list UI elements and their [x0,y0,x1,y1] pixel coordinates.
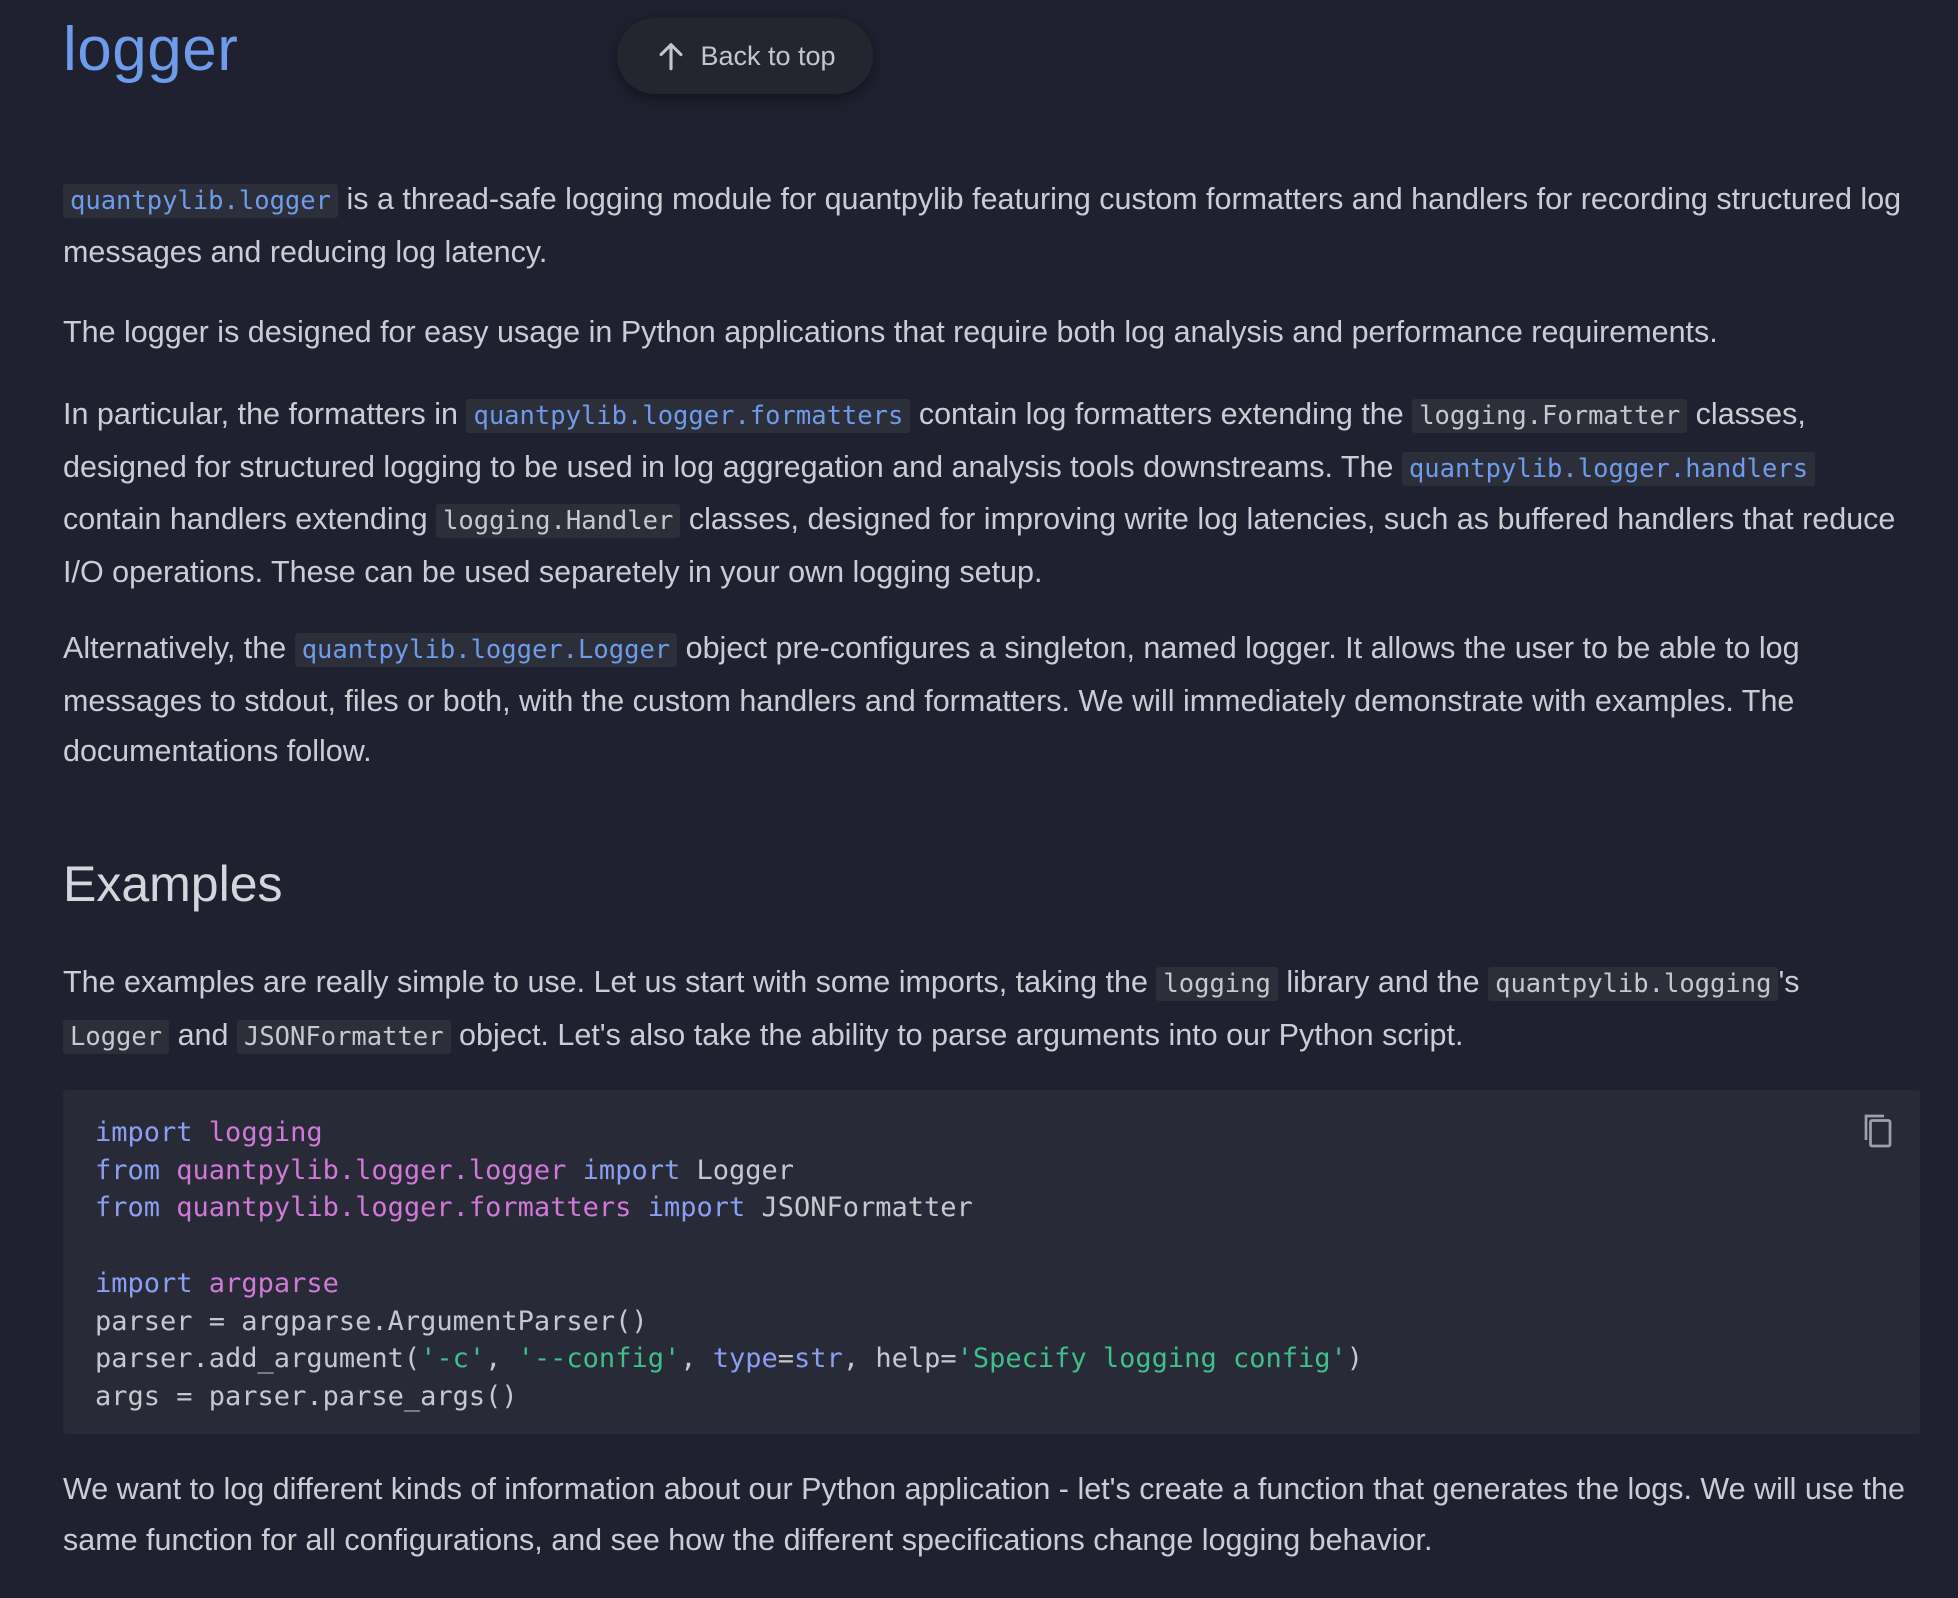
intro-paragraph-3 [63,389,1913,597]
intro-paragraph-2-text: The logger is designed for easy usage in Python applications that require both log analysis and performance requirements. [63,315,1718,349]
code-line: import argparse [95,1267,339,1299]
code-line: args = parser.parse_args() [95,1380,518,1412]
code-block[interactable] [63,1090,1920,1434]
intro-paragraph-3-text-5: classes, designed for improving write log latencies, such as buffered handlers that reduce I/O operations. These can be used separetely in your own logging setup. [63,502,1896,589]
copy-icon [1860,1111,1896,1151]
intro-paragraph-3-text-2: contain log formatters extending the [910,397,1413,431]
intro-paragraph-3-text-1: In particular, the formatters in [63,397,467,431]
examples-paragraph-1 [63,957,1913,1062]
link-quantpylib-logger[interactable]: quantpylib.logger [63,184,338,218]
code-line: parser = argparse.ArgumentParser() [95,1305,648,1337]
intro-paragraph-1 [63,174,1913,277]
examples-paragraph-1-text-3: 's [1778,965,1800,999]
examples-paragraph-2 [63,1464,1913,1565]
page-title: logger [63,15,239,84]
code-line: from quantpylib.logger.formatters import JSONFormatter [95,1192,973,1224]
code-line: from quantpylib.logger.logger import Logger [95,1154,795,1186]
examples-paragraph-2-text: We want to log different kinds of information about our Python application - let's create a function that generates the logs. We will use the same function for all configurations, and see how the different specifications change logging behavior. [63,1472,1905,1557]
code-content[interactable] [95,1114,1888,1416]
intro-paragraph-3-text-3: classes, designed for structured logging to be used in log aggregation and analysis tools downstreams. The [63,397,1806,484]
code-logger: Logger [63,1020,169,1054]
link-logger-formatters[interactable]: quantpylib.logger.formatters [466,399,910,433]
code-logging-handler: logging.Handler [436,504,680,538]
code-jsonformatter: JSONFormatter [237,1020,451,1054]
code-logging-formatter: logging.Formatter [1412,399,1687,433]
copy-code-button[interactable] [1858,1110,1898,1154]
link-logger-handlers[interactable]: quantpylib.logger.handlers [1402,452,1815,486]
back-to-top-label: Back to top [700,40,836,71]
code-line: import logging [95,1117,323,1148]
back-to-top-button[interactable] [617,18,873,94]
intro-paragraph-4-text-1: Alternatively, the [63,631,295,665]
examples-paragraph-1-text-2: library and the [1277,965,1489,999]
code-logging: logging [1156,967,1277,1001]
code-line: parser.add_argument('-c', '--config', type=str, help='Specify logging config') [95,1343,1364,1375]
intro-paragraph-4 [63,623,1913,777]
link-logger-class[interactable]: quantpylib.logger.Logger [295,633,677,667]
examples-paragraph-1-text-4: and [169,1017,237,1052]
intro-paragraph-3-text-4: contain handlers extending [63,502,437,536]
intro-paragraph-2 [63,307,1913,358]
intro-paragraph-4-text-2: object pre-configures a singleton, named logger. It allows the user to be able to log messages to stdout, files or both, with the custom handlers and formatters. We will immediately demonstrate with examples. The documentations follow. [63,631,1800,768]
examples-paragraph-1-text-5: object. Let's also take the ability to parse arguments into our Python script. [450,1017,1464,1052]
intro-paragraph-1-text: is a thread-safe logging module for quantpylib featuring custom formatters and handlers for recording structured log messages and reducing log latency. [63,182,1902,269]
examples-heading: Examples [63,856,283,912]
code-quantpylib-logging: quantpylib.logging [1488,967,1778,1001]
arrow-up-icon [654,39,688,73]
examples-paragraph-1-text-1: The examples are really simple to use. Let us start with some imports, taking the [63,965,1157,999]
